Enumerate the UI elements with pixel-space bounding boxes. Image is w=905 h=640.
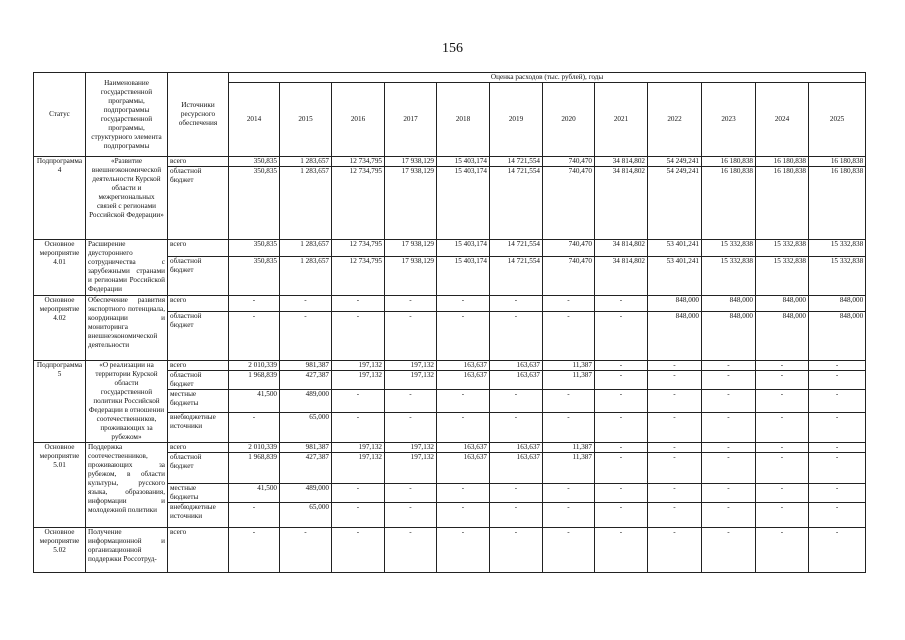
value-cell: - xyxy=(756,453,809,484)
value-cell: 1 283,657 xyxy=(280,157,332,167)
value-cell: - xyxy=(229,312,280,361)
value-cell: - xyxy=(595,296,648,312)
value-cell: - xyxy=(332,503,385,528)
value-cell: 489,000 xyxy=(280,484,332,503)
value-cell: - xyxy=(809,484,866,503)
value-cell: 16 180,838 xyxy=(756,167,809,240)
header-year: 2015 xyxy=(280,83,332,157)
value-cell: - xyxy=(385,413,437,443)
table-row xyxy=(34,240,866,257)
value-cell: 17 938,129 xyxy=(385,157,437,167)
header-year: 2018 xyxy=(437,83,490,157)
value-cell: 1 968,839 xyxy=(229,371,280,390)
value-cell: - xyxy=(332,484,385,503)
value-cell: 14 721,554 xyxy=(490,257,543,296)
value-cell: - xyxy=(595,443,648,453)
value-cell: 2 010,339 xyxy=(229,443,280,453)
value-cell: 17 938,129 xyxy=(385,257,437,296)
source-cell: всего xyxy=(168,157,229,167)
value-cell: - xyxy=(756,413,809,443)
value-cell: - xyxy=(648,390,702,413)
value-cell: 15 403,174 xyxy=(437,157,490,167)
value-cell: - xyxy=(595,361,648,371)
source-cell: всего xyxy=(168,443,229,453)
value-cell: 11,387 xyxy=(543,453,595,484)
value-cell: - xyxy=(437,484,490,503)
value-cell: - xyxy=(543,413,595,443)
value-cell: - xyxy=(648,528,702,573)
value-cell: - xyxy=(809,371,866,390)
value-cell: - xyxy=(543,296,595,312)
header-status: Статус xyxy=(34,73,86,157)
value-cell: - xyxy=(809,528,866,573)
value-cell: - xyxy=(595,453,648,484)
value-cell: 12 734,795 xyxy=(332,167,385,240)
value-cell: 15 403,174 xyxy=(437,240,490,257)
value-cell: - xyxy=(332,528,385,573)
table-row xyxy=(34,157,866,167)
value-cell: 16 180,838 xyxy=(809,157,866,167)
value-cell: - xyxy=(229,503,280,528)
value-cell: 163,637 xyxy=(490,371,543,390)
value-cell: - xyxy=(385,484,437,503)
value-cell: - xyxy=(437,503,490,528)
value-cell: - xyxy=(595,484,648,503)
source-cell: областной бюджет xyxy=(168,312,229,361)
value-cell: 740,470 xyxy=(543,257,595,296)
source-cell: всего xyxy=(168,361,229,371)
value-cell: 1 283,657 xyxy=(280,240,332,257)
value-cell: 17 938,129 xyxy=(385,240,437,257)
source-cell: всего xyxy=(168,240,229,257)
value-cell: 53 401,241 xyxy=(648,240,702,257)
value-cell: 350,835 xyxy=(229,157,280,167)
value-cell: - xyxy=(332,296,385,312)
value-cell: 1 283,657 xyxy=(280,167,332,240)
status-cell: Основное мероприятие 4.01 xyxy=(34,240,86,296)
value-cell: 197,132 xyxy=(385,361,437,371)
value-cell: 11,387 xyxy=(543,361,595,371)
value-cell: - xyxy=(385,503,437,528)
value-cell: 65,000 xyxy=(280,503,332,528)
value-cell: 34 814,802 xyxy=(595,240,648,257)
header-year: 2017 xyxy=(385,83,437,157)
source-cell: всего xyxy=(168,528,229,573)
value-cell: 848,000 xyxy=(648,312,702,361)
value-cell: 427,387 xyxy=(280,453,332,484)
header-year: 2022 xyxy=(648,83,702,157)
value-cell: - xyxy=(595,413,648,443)
value-cell: - xyxy=(648,484,702,503)
value-cell: 12 734,795 xyxy=(332,157,385,167)
status-cell: Подпрограмма 5 xyxy=(34,361,86,443)
value-cell: - xyxy=(756,371,809,390)
program-name-cell: Получение информационной и организационной поддержки Россотруд- xyxy=(86,528,168,573)
value-cell: - xyxy=(543,503,595,528)
page-number: 156 xyxy=(442,41,463,56)
value-cell: - xyxy=(332,312,385,361)
value-cell: 12 734,795 xyxy=(332,240,385,257)
value-cell: 848,000 xyxy=(648,296,702,312)
value-cell: 14 721,554 xyxy=(490,157,543,167)
value-cell: - xyxy=(437,413,490,443)
value-cell: 163,637 xyxy=(437,453,490,484)
header-year: 2023 xyxy=(702,83,756,157)
header-year: 2019 xyxy=(490,83,543,157)
status-cell: Основное мероприятие 4.02 xyxy=(34,296,86,361)
value-cell: 11,387 xyxy=(543,371,595,390)
source-cell: областной бюджет xyxy=(168,167,229,240)
value-cell: - xyxy=(756,503,809,528)
value-cell: - xyxy=(385,312,437,361)
value-cell: - xyxy=(229,296,280,312)
source-cell: областной бюджет xyxy=(168,257,229,296)
value-cell: - xyxy=(229,528,280,573)
value-cell: 54 249,241 xyxy=(648,167,702,240)
source-cell: всего xyxy=(168,296,229,312)
value-cell: - xyxy=(809,503,866,528)
value-cell: - xyxy=(648,443,702,453)
value-cell: - xyxy=(280,296,332,312)
value-cell: 14 721,554 xyxy=(490,167,543,240)
header-year: 2016 xyxy=(332,83,385,157)
value-cell: - xyxy=(756,528,809,573)
header-year: 2021 xyxy=(595,83,648,157)
value-cell: 197,132 xyxy=(332,453,385,484)
value-cell: - xyxy=(437,528,490,573)
value-cell: - xyxy=(702,390,756,413)
program-name-cell: Расширение двустороннего сотрудничества с зарубежными странами и регионами Российской Федерации xyxy=(86,240,168,296)
program-name-cell: «О реализации на территории Курской области государственной политики Российской Федерации в отношении соотечественников, проживающих за рубежом» xyxy=(86,361,168,443)
value-cell: - xyxy=(332,390,385,413)
value-cell: - xyxy=(809,390,866,413)
value-cell: 34 814,802 xyxy=(595,157,648,167)
value-cell: - xyxy=(702,503,756,528)
value-cell: 197,132 xyxy=(332,443,385,453)
value-cell: 15 332,838 xyxy=(756,257,809,296)
header-year: 2025 xyxy=(809,83,866,157)
value-cell: 350,835 xyxy=(229,167,280,240)
value-cell: 16 180,838 xyxy=(702,157,756,167)
value-cell: 197,132 xyxy=(385,453,437,484)
value-cell: - xyxy=(229,413,280,443)
source-cell: областной бюджет xyxy=(168,453,229,484)
value-cell: - xyxy=(702,371,756,390)
value-cell: 15 403,174 xyxy=(437,167,490,240)
value-cell: 54 249,241 xyxy=(648,157,702,167)
value-cell: - xyxy=(490,390,543,413)
value-cell: - xyxy=(809,443,866,453)
value-cell: - xyxy=(756,443,809,453)
value-cell: - xyxy=(385,296,437,312)
value-cell: - xyxy=(490,413,543,443)
table-row xyxy=(34,528,866,573)
value-cell: 848,000 xyxy=(756,296,809,312)
value-cell: - xyxy=(490,503,543,528)
value-cell: 1 968,839 xyxy=(229,453,280,484)
value-cell: - xyxy=(595,371,648,390)
source-cell: местные бюджеты xyxy=(168,390,229,413)
value-cell: 981,387 xyxy=(280,443,332,453)
value-cell: - xyxy=(702,443,756,453)
value-cell: 15 332,838 xyxy=(702,257,756,296)
value-cell: 848,000 xyxy=(702,312,756,361)
header-name: Наименование государственной программы, подпрограммы государственной программы, структурного элемента подпрограммы xyxy=(86,73,168,157)
value-cell: 1 283,657 xyxy=(280,257,332,296)
value-cell: 740,470 xyxy=(543,240,595,257)
value-cell: - xyxy=(490,484,543,503)
status-cell: Подпрограмма 4 xyxy=(34,157,86,240)
value-cell: - xyxy=(490,528,543,573)
value-cell: 981,387 xyxy=(280,361,332,371)
value-cell: 350,835 xyxy=(229,240,280,257)
value-cell: - xyxy=(543,390,595,413)
budget-table xyxy=(33,72,866,573)
value-cell: 163,637 xyxy=(437,443,490,453)
header-estimate: Оценка расходов (тыс. рублей), годы xyxy=(229,73,866,83)
value-cell: - xyxy=(280,312,332,361)
value-cell: - xyxy=(332,413,385,443)
value-cell: - xyxy=(437,296,490,312)
value-cell: 41,500 xyxy=(229,484,280,503)
value-cell: 848,000 xyxy=(809,296,866,312)
value-cell: 65,000 xyxy=(280,413,332,443)
value-cell: 740,470 xyxy=(543,157,595,167)
value-cell: - xyxy=(702,413,756,443)
status-cell: Основное мероприятие 5.02 xyxy=(34,528,86,573)
value-cell: 12 734,795 xyxy=(332,257,385,296)
value-cell: 11,387 xyxy=(543,443,595,453)
value-cell: 15 332,838 xyxy=(809,257,866,296)
source-cell: внебюджетные источники xyxy=(168,413,229,443)
value-cell: 16 180,838 xyxy=(702,167,756,240)
value-cell: 2 010,339 xyxy=(229,361,280,371)
source-cell: местные бюджеты xyxy=(168,484,229,503)
value-cell: - xyxy=(437,390,490,413)
value-cell: - xyxy=(648,361,702,371)
value-cell: - xyxy=(437,312,490,361)
value-cell: 15 332,838 xyxy=(702,240,756,257)
header-sources: Источники ресурсного обеспечения xyxy=(168,73,229,157)
source-cell: областной бюджет xyxy=(168,371,229,390)
value-cell: 163,637 xyxy=(437,361,490,371)
status-cell: Основное мероприятие 5.01 xyxy=(34,443,86,528)
value-cell: - xyxy=(385,390,437,413)
value-cell: 197,132 xyxy=(332,371,385,390)
value-cell: 16 180,838 xyxy=(756,157,809,167)
value-cell: 15 332,838 xyxy=(809,240,866,257)
value-cell: 163,637 xyxy=(490,453,543,484)
value-cell: - xyxy=(702,484,756,503)
value-cell: - xyxy=(756,390,809,413)
value-cell: 41,500 xyxy=(229,390,280,413)
value-cell: 427,387 xyxy=(280,371,332,390)
value-cell: 848,000 xyxy=(756,312,809,361)
program-name-cell: Обеспечение развития экспортного потенциала, координации и мониторинга внешнеэкономической деятельности xyxy=(86,296,168,361)
value-cell: 848,000 xyxy=(702,296,756,312)
value-cell: 197,132 xyxy=(385,443,437,453)
value-cell: 163,637 xyxy=(490,443,543,453)
value-cell: 163,637 xyxy=(490,361,543,371)
header-year: 2024 xyxy=(756,83,809,157)
value-cell: - xyxy=(648,453,702,484)
value-cell: - xyxy=(702,361,756,371)
table-row xyxy=(34,361,866,371)
value-cell: - xyxy=(702,453,756,484)
value-cell: - xyxy=(809,413,866,443)
value-cell: - xyxy=(490,296,543,312)
value-cell: 848,000 xyxy=(809,312,866,361)
value-cell: 53 401,241 xyxy=(648,257,702,296)
value-cell: - xyxy=(543,528,595,573)
value-cell: 34 814,802 xyxy=(595,167,648,240)
program-name-cell: Поддержка соотечественников, проживающих за рубежом, в области культуры, русского языка, образования, информации и молодежной политики xyxy=(86,443,168,528)
value-cell: 197,132 xyxy=(332,361,385,371)
value-cell: - xyxy=(756,484,809,503)
value-cell: 740,470 xyxy=(543,167,595,240)
value-cell: 489,000 xyxy=(280,390,332,413)
value-cell: - xyxy=(595,503,648,528)
value-cell: - xyxy=(809,361,866,371)
value-cell: 16 180,838 xyxy=(809,167,866,240)
source-cell: внебюджетные источники xyxy=(168,503,229,528)
value-cell: 15 403,174 xyxy=(437,257,490,296)
value-cell: - xyxy=(595,312,648,361)
value-cell: - xyxy=(595,528,648,573)
value-cell: - xyxy=(648,413,702,443)
program-name-cell: «Развитие внешнеэкономической деятельности Курской области и межрегиональных связей с регионами Российской Федерации» xyxy=(86,157,168,240)
value-cell: - xyxy=(702,528,756,573)
header-year: 2014 xyxy=(229,83,280,157)
value-cell: 197,132 xyxy=(385,371,437,390)
value-cell: - xyxy=(595,390,648,413)
value-cell: 15 332,838 xyxy=(756,240,809,257)
value-cell: - xyxy=(648,503,702,528)
value-cell: - xyxy=(648,371,702,390)
value-cell: - xyxy=(543,312,595,361)
value-cell: - xyxy=(280,528,332,573)
value-cell: 17 938,129 xyxy=(385,167,437,240)
value-cell: 350,835 xyxy=(229,257,280,296)
value-cell: 34 814,802 xyxy=(595,257,648,296)
value-cell: - xyxy=(385,528,437,573)
value-cell: - xyxy=(756,361,809,371)
table-row xyxy=(34,443,866,453)
header-year: 2020 xyxy=(543,83,595,157)
value-cell: - xyxy=(809,453,866,484)
value-cell: 163,637 xyxy=(437,371,490,390)
value-cell: 14 721,554 xyxy=(490,240,543,257)
table-row xyxy=(34,296,866,312)
value-cell: - xyxy=(543,484,595,503)
value-cell: - xyxy=(490,312,543,361)
